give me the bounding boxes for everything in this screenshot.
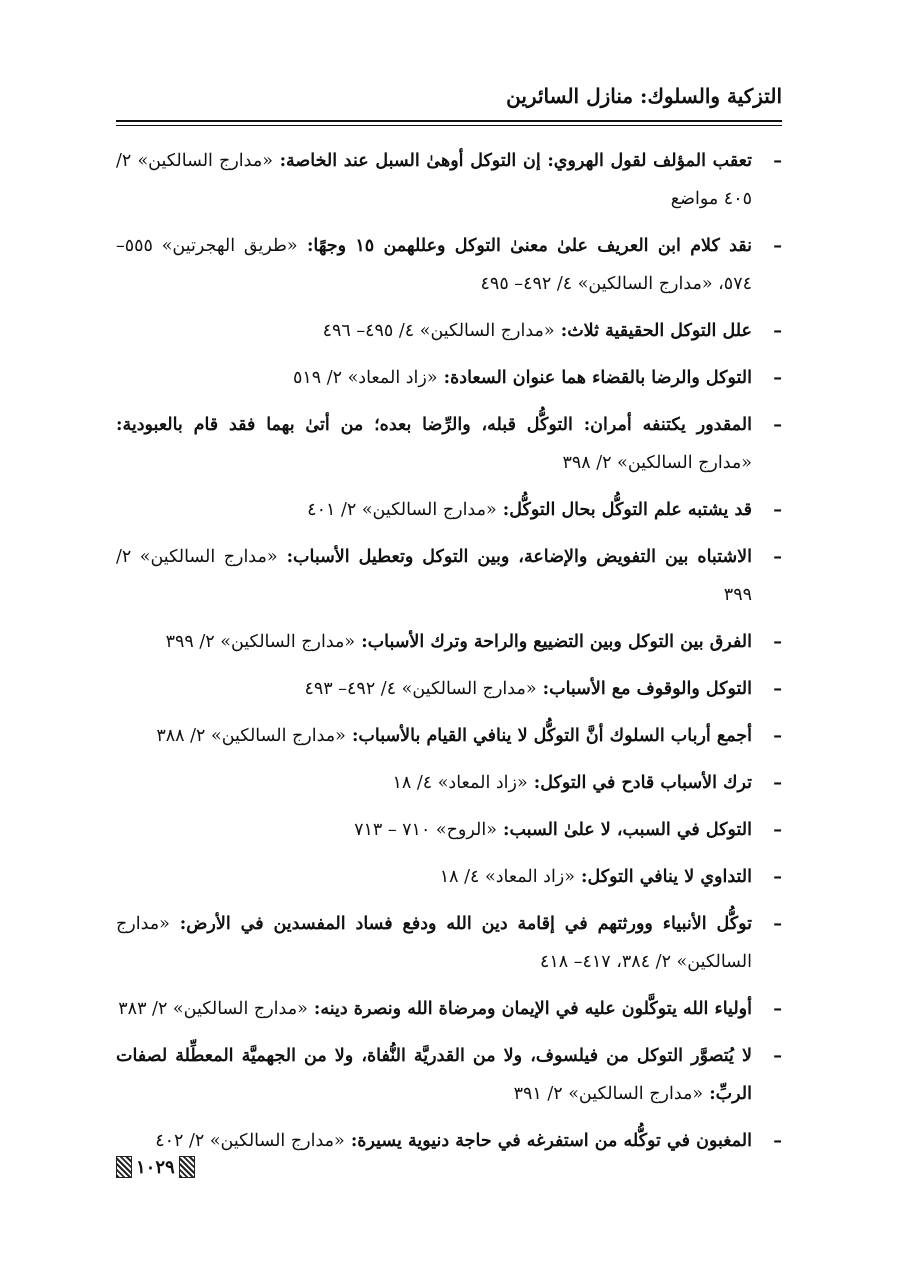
index-entry (116, 142, 782, 218)
entry-topic: المغبون في توكُّله من استفرغه في حاجة دنيوية يسيرة: (344, 1131, 752, 1151)
ornament-right-icon (179, 1156, 195, 1178)
index-entry (116, 717, 782, 755)
entry-topic: علل التوكل الحقيقية ثلاث: (554, 321, 752, 341)
entry-dash: – (773, 415, 782, 435)
header-title: التزكية والسلوك: منازل السائرين (506, 84, 782, 108)
entry-reference: «مدارج السالكين» ٢/ ٤٠٥ مواضع (116, 151, 752, 209)
header-rule-thick (116, 120, 782, 122)
entry-reference: «مدارج السالكين» ٢/ ٣٨٤، ٤١٧– ٤١٨ (116, 914, 752, 972)
entry-dash: – (773, 151, 782, 171)
index-entries (116, 142, 782, 1169)
entry-reference: «مدارج السالكين» ٢/ ٤٠١ (307, 500, 497, 520)
index-entry (116, 312, 782, 350)
entry-topic: التوكل والرضا بالقضاء هما عنوان السعادة: (437, 368, 752, 388)
entry-topic: لا يُتصوَّر التوكل من فيلسوف، ولا من القدريَّة النُّفاة، ولا من الجهميَّة المعطِّلة لصفات الربِّ: (116, 1046, 752, 1104)
entry-reference: «مدارج السالكين» ٤/ ٤٩٢– ٤٩٣ (304, 679, 537, 699)
entry-topic: الفرق بين التوكل وبين التضييع والراحة وترك الأسباب: (355, 632, 752, 652)
entry-dash: – (773, 999, 782, 1019)
entry-dash: – (773, 632, 782, 652)
entry-topic: ترك الأسباب قادح في التوكل: (527, 773, 752, 793)
entry-reference: «زاد المعاد» ٤/ ١٨ (439, 867, 575, 887)
index-entry (116, 764, 782, 802)
index-entry (116, 406, 782, 482)
index-entry (116, 538, 782, 614)
entry-dash: – (773, 321, 782, 341)
index-entry (116, 359, 782, 397)
entry-dash: – (773, 547, 782, 567)
entry-topic: التوكل في السبب، لا علىٰ السبب: (496, 820, 752, 840)
entry-dash: – (773, 1046, 782, 1066)
entry-dash: – (773, 679, 782, 699)
index-entry (116, 670, 782, 708)
entry-dash: – (773, 236, 782, 256)
entry-dash: – (773, 368, 782, 388)
entry-reference: «طريق الهجرتين» ٥٥٥– ٥٧٤، «مدارج السالكين» ٤/ ٤٩٢– ٤٩٥ (116, 236, 752, 294)
entry-reference: «مدارج السالكين» ٢/ ٤٠٢ (155, 1131, 345, 1151)
entry-topic: الاشتباه بين التفويض والإضاعة، وبين التوكل وتعطيل الأسباب: (277, 547, 752, 567)
entry-topic: المقدور يكتنفه أمران: التوكُّل قبله، والرِّضا بعده؛ من أتىٰ بهما فقد قام بالعبودية: (116, 415, 752, 435)
running-header (116, 82, 782, 120)
entry-dash: – (773, 1131, 782, 1151)
entry-reference: «مدارج السالكين» ٢/ ٣٩١ (513, 1084, 704, 1104)
entry-reference: «مدارج السالكين» ٤/ ٤٩٥– ٤٩٦ (322, 321, 555, 341)
entry-reference: «مدارج السالكين» ٢/ ٣٨٣ (118, 999, 308, 1019)
index-entry (116, 1037, 782, 1113)
entry-reference: «مدارج السالكين» ٢/ ٣٩٩ (116, 547, 752, 605)
entry-dash: – (773, 726, 782, 746)
entry-dash: – (773, 820, 782, 840)
entry-topic: التوكل والوقوف مع الأسباب: (536, 679, 752, 699)
entry-topic: تعقب المؤلف لقول الهروي: إن التوكل أوهىٰ السبل عند الخاصة: (272, 151, 752, 171)
header-rule-thin (116, 125, 782, 126)
page-number: ١٠٢٩ (136, 1156, 175, 1178)
entry-reference: «مدارج السالكين» ٢/ ٣٩٩ (165, 632, 356, 652)
entry-dash: – (773, 867, 782, 887)
entry-dash: – (773, 914, 782, 934)
entry-topic: أولياء الله يتوكَّلون عليه في الإيمان ومرضاة الله ونصرة دينه: (307, 999, 752, 1019)
entry-topic: أجمع أرباب السلوك أنَّ التوكُّل لا ينافي القيام بالأسباب: (345, 726, 752, 746)
entry-topic: نقد كلام ابن العريف علىٰ معنىٰ التوكل وعللهمن ١٥ وجهًا: (297, 236, 753, 256)
index-entry (116, 623, 782, 661)
ornament-left-icon (116, 1156, 132, 1178)
entry-reference: «الروح» ٧١٠ – ٧١٣ (354, 820, 497, 840)
entry-reference: «زاد المعاد» ٢/ ٥١٩ (292, 368, 438, 388)
index-entry (116, 1122, 782, 1160)
entry-dash: – (773, 773, 782, 793)
index-entry (116, 491, 782, 529)
index-entry (116, 905, 782, 981)
entry-reference: «مدارج السالكين» ٢/ ٣٩٨ (562, 453, 752, 473)
entry-dash: – (773, 500, 782, 520)
entry-topic: قد يشتبه علم التوكُّل بحال التوكُّل: (496, 500, 752, 520)
index-entry (116, 811, 782, 849)
entry-reference: «زاد المعاد» ٤/ ١٨ (392, 773, 528, 793)
index-entry (116, 227, 782, 303)
entry-topic: التداوي لا ينافي التوكل: (574, 867, 752, 887)
index-entry (116, 858, 782, 896)
entry-reference: «مدارج السالكين» ٢/ ٣٨٨ (156, 726, 346, 746)
page-number-folio (116, 1154, 195, 1180)
entry-topic: توكُّل الأنبياء وورثتهم في إقامة دين الله ودفع فساد المفسدين في الأرض: (169, 914, 752, 934)
index-entry (116, 990, 782, 1028)
